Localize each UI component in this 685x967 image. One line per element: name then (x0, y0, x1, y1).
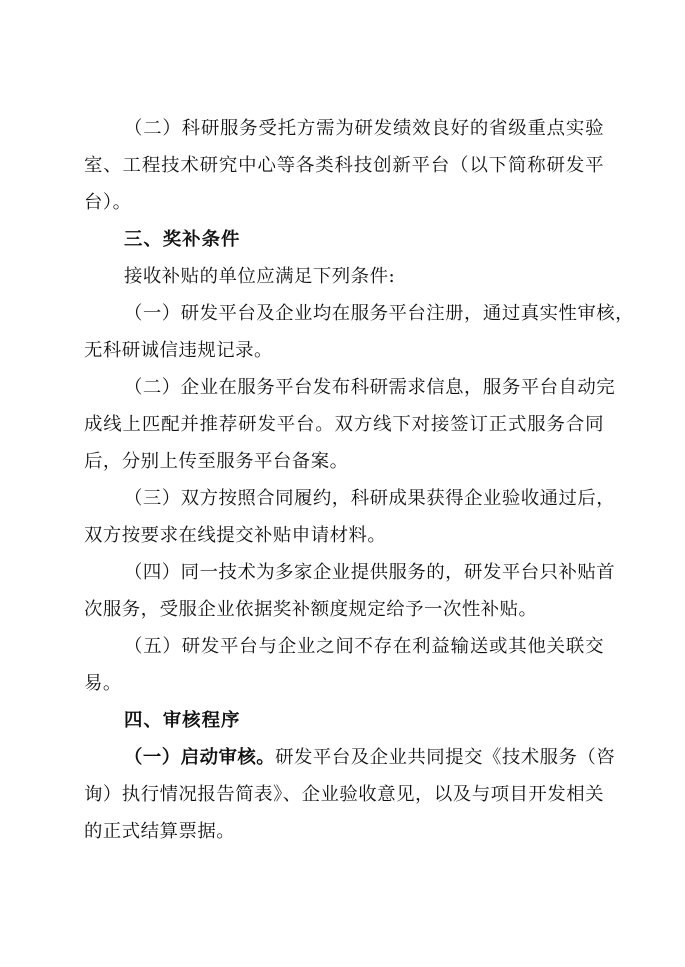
review-step-1-line-3: 的正式结算票据。 (84, 821, 236, 842)
section-4-heading: 四、审核程序 (124, 710, 241, 731)
condition-2-line-2: 成线上匹配并推荐研发平台。双方线下对接签订正式服务合同 (84, 414, 604, 435)
section-3-intro: 接收补贴的单位应满足下列条件: (124, 266, 396, 287)
condition-1-line-1: （一）研发平台及企业均在服务平台注册，通过真实性审核， (124, 303, 635, 324)
condition-2-line-1: （二）企业在服务平台发布科研需求信息，服务平台自动完 (124, 377, 616, 398)
review-step-1-line-1 (124, 746, 616, 770)
section-3-heading: 三、奖补条件 (124, 229, 241, 250)
condition-3-line-1: （三）双方按照合同履约，科研成果获得企业验收通过后， (124, 488, 616, 509)
condition-4-line-2: 次服务，受服企业依据奖补额度规定给予一次性补贴。 (84, 599, 538, 620)
condition-3-line-2: 双方按要求在线提交补贴申请材料。 (84, 525, 387, 546)
paragraph-platform-line-2: 室、工程技术研究中心等各类科技创新平台（以下简称研发平 (84, 155, 604, 176)
condition-1-line-2: 无科研诚信违规记录。 (84, 340, 273, 361)
review-step-1-text: 研发平台及企业共同提交《技术服务（咨 (275, 747, 616, 768)
condition-2-line-3: 后，分别上传至服务平台备案。 (84, 451, 349, 472)
paragraph-platform-line-3: 台）。 (84, 192, 132, 213)
review-step-1-line-2: 询）执行情况报告简表》、企业验收意见，以及与项目开发相关 (84, 784, 604, 805)
condition-5-line-2: 易。 (84, 673, 122, 694)
condition-4-line-1: （四）同一技术为多家企业提供服务的，研发平台只补贴首 (124, 562, 616, 583)
paragraph-platform-line-1: （二）科研服务受托方需为研发绩效良好的省级重点实验 (124, 118, 604, 139)
review-step-1-lead: （一）启动审核。 (124, 747, 276, 768)
condition-5-line-1: （五）研发平台与企业之间不存在利益输送或其他关联交 (124, 636, 604, 657)
